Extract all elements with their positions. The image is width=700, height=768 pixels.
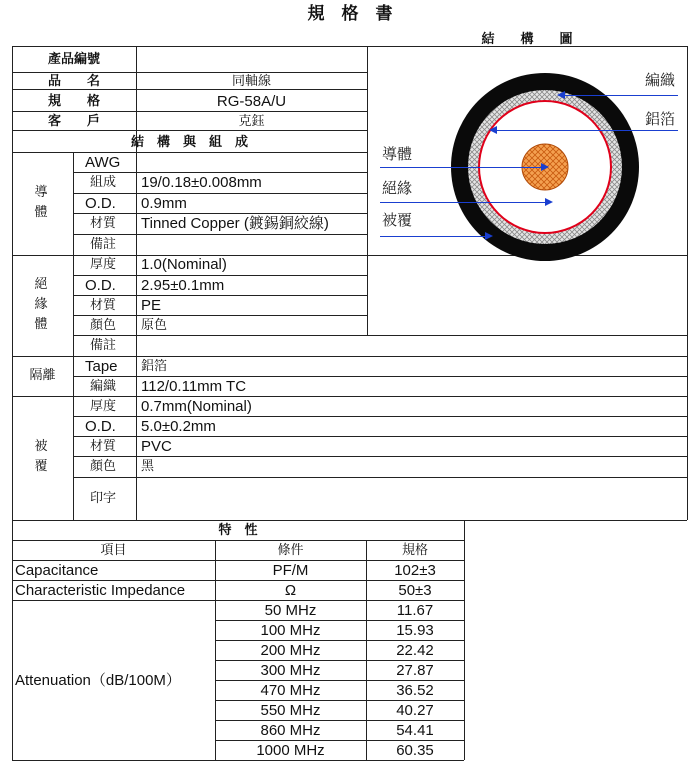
conductor-label: 導體 <box>382 145 413 163</box>
jacket-label: 被覆 <box>382 211 413 229</box>
conductor-row-label: 備註 <box>90 237 117 252</box>
shield-row-value: 112/0.11mm TC <box>141 378 247 395</box>
attenuation-condition: 470 MHz <box>260 682 321 699</box>
insulation-row-label: 顏色 <box>90 318 117 333</box>
attenuation-spec: 54.41 <box>396 722 434 739</box>
shield-group-label: 隔離 <box>29 368 56 383</box>
attenuation-spec: 27.87 <box>396 662 434 679</box>
attenuation-spec: 22.42 <box>396 642 434 659</box>
jacket-row-label: 印字 <box>90 491 117 506</box>
jacket-row-value: 黑 <box>141 459 155 474</box>
customer-value: 克鈺 <box>238 114 265 129</box>
conductor-row-value: 0.9mm <box>141 195 187 212</box>
product-code-label: 產品編號 <box>47 52 100 67</box>
insulation-row-value: 1.0(Nominal) <box>141 256 227 273</box>
shield-row-value: 鋁箔 <box>141 359 168 374</box>
conductor-row-value: Tinned Copper (鍍錫銅絞線) <box>141 215 329 232</box>
attenuation-spec: 60.35 <box>396 742 434 759</box>
insulation-row-label: 厚度 <box>90 257 117 272</box>
product-name-value: 同軸線 <box>231 74 271 89</box>
product-name-label: 品 名 <box>47 74 100 89</box>
impedance-item: Characteristic Impedance <box>15 582 186 599</box>
attenuation-condition: 860 MHz <box>260 722 321 739</box>
column-header-spec: 規格 <box>401 543 428 558</box>
capacitance-condition: PF/M <box>272 562 309 579</box>
jacket-row-label: 顏色 <box>90 459 117 474</box>
impedance-condition: Ω <box>284 582 297 599</box>
conductor-group-label: 導體 <box>34 185 48 220</box>
attenuation-spec: 40.27 <box>396 702 434 719</box>
insulation-row-label: 材質 <box>90 298 117 313</box>
conductor-row-label: AWG <box>85 154 121 171</box>
attenuation-condition: 50 MHz <box>264 602 317 619</box>
attenuation-condition: 550 MHz <box>260 702 321 719</box>
attenuation-spec: 11.67 <box>396 602 434 619</box>
foil-label: 鋁箔 <box>645 110 676 128</box>
insulation-group-label: 絕緣體 <box>34 277 48 332</box>
jacket-group-label: 被覆 <box>34 439 48 474</box>
conductor-row-label: 材質 <box>90 216 117 231</box>
coax-cross-section <box>367 47 687 335</box>
product-spec-value: RG-58A/U <box>216 93 287 110</box>
attenuation-condition: 200 MHz <box>260 642 321 659</box>
insulation-row-value: 2.95±0.1mm <box>141 277 225 294</box>
conductor-row-label: O.D. <box>85 195 116 212</box>
attenuation-condition: 100 MHz <box>260 622 321 639</box>
column-header-condition: 條件 <box>277 543 304 558</box>
conductor-row-label: 組成 <box>90 175 117 190</box>
capacitance-spec: 102±3 <box>394 562 436 579</box>
jacket-row-label: O.D. <box>85 418 116 435</box>
column-header-item: 項目 <box>100 543 127 558</box>
jacket-row-label: 材質 <box>90 439 117 454</box>
attenuation-spec: 36.52 <box>396 682 434 699</box>
insulation-label: 絕緣 <box>382 179 413 197</box>
attenuation-condition: 300 MHz <box>260 662 321 679</box>
jacket-row-label: 厚度 <box>90 399 117 414</box>
attenuation-condition: 1000 MHz <box>256 742 325 759</box>
jacket-row-value: 0.7mm(Nominal) <box>141 398 252 415</box>
braid-label: 編織 <box>645 71 676 89</box>
document-title: 規 格 書 <box>307 4 393 24</box>
attenuation-item: Attenuation（dB/100M） <box>15 672 181 689</box>
structure-diagram-header: 結 構 圖 <box>481 32 573 47</box>
insulation-row-label: O.D. <box>85 277 116 294</box>
insulation-row-value: PE <box>141 297 162 314</box>
insulation-row-value: 原色 <box>141 318 168 333</box>
impedance-spec: 50±3 <box>398 582 432 599</box>
jacket-row-value: 5.0±0.2mm <box>141 418 216 435</box>
conductor-row-value: 19/0.18±0.008mm <box>141 174 262 191</box>
characteristics-header: 特 性 <box>218 523 258 538</box>
composition-header: 結 構 與 組 成 <box>130 135 248 150</box>
attenuation-spec: 15.93 <box>396 622 434 639</box>
shield-row-label: 編織 <box>90 379 117 394</box>
insulation-row-label: 備註 <box>90 338 117 353</box>
shield-row-label: Tape <box>85 358 118 375</box>
customer-label: 客 戶 <box>47 114 100 129</box>
jacket-row-value: PVC <box>141 438 172 455</box>
product-spec-label: 規 格 <box>47 94 100 109</box>
capacitance-item: Capacitance <box>15 562 99 579</box>
